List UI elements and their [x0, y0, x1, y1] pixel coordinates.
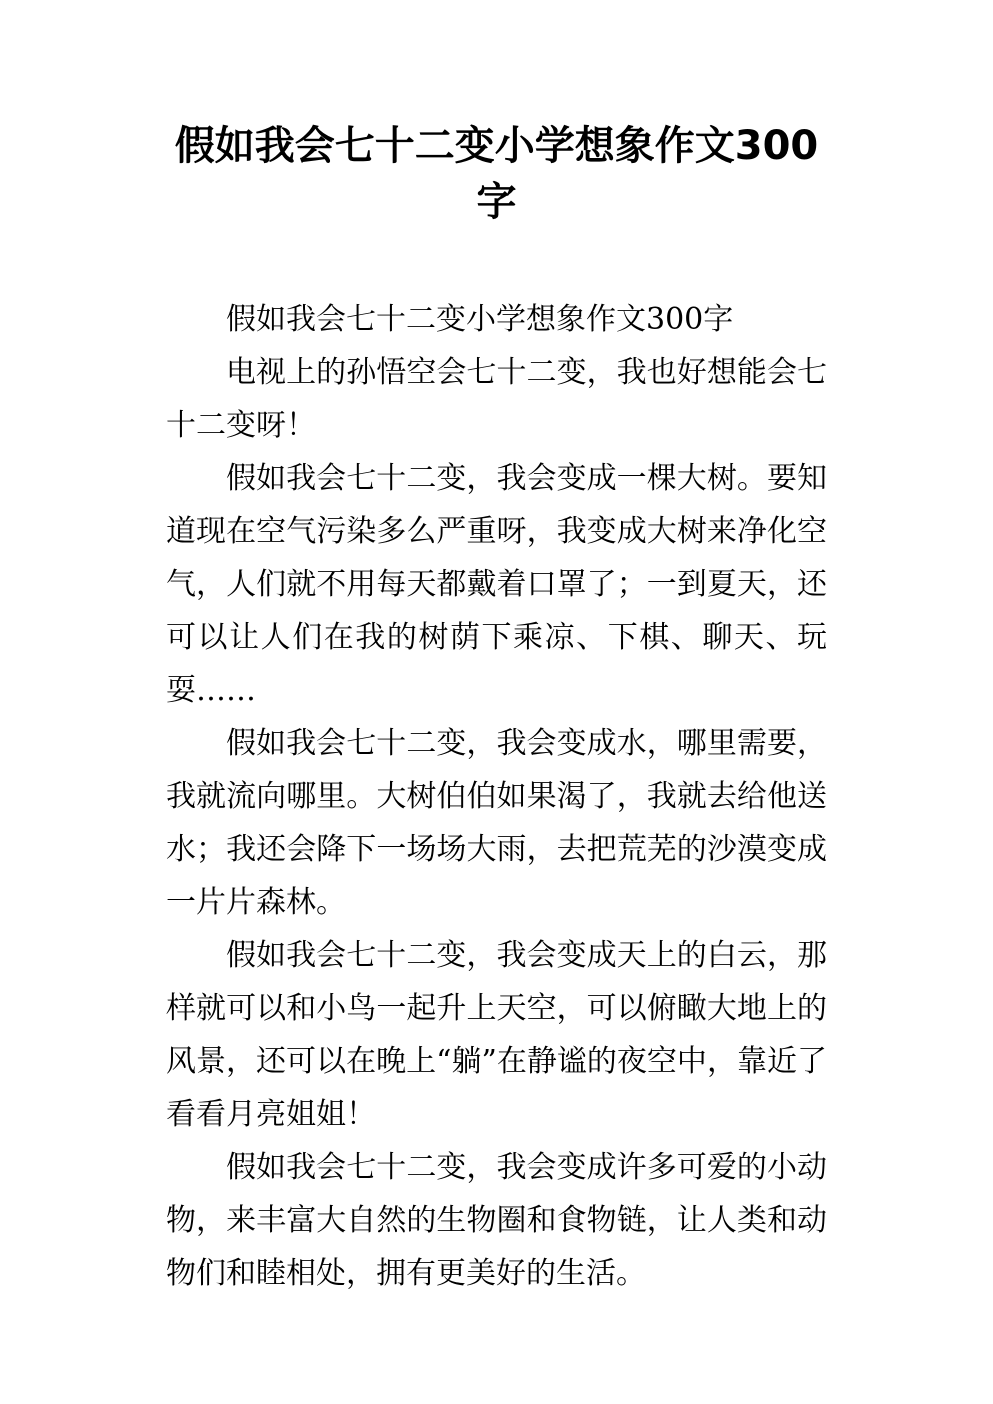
paragraph-intro: 电视上的孙悟空会七十二变，我也好想能会七十二变呀！	[166, 355, 827, 443]
paragraph-animals: 假如我会七十二变，我会变成许多可爱的小动物，来丰富大自然的生物圈和食物链，让人类和动物们和睦相处，拥有更美好的生活。	[166, 1150, 827, 1291]
paragraph-cloud: 假如我会七十二变，我会变成天上的白云，那样就可以和小鸟一起升上天空，可以俯瞰大地上的风景，还可以在晚上“躺”在静谧的夜空中，靠近了看看月亮姐姐！	[166, 938, 827, 1132]
document-title: 假如我会七十二变小学想象作文300字	[174, 123, 819, 225]
paragraph-subtitle: 假如我会七十二变小学想象作文300字	[226, 302, 734, 337]
document-body	[166, 293, 827, 1300]
paragraph-tree: 假如我会七十二变，我会变成一棵大树。要知道现在空气污染多么严重呀，我变成大树来净化空气，人们就不用每天都戴着口罩了；一到夏天，还可以让人们在我的树荫下乘凉、下棋、聊天、玩耍……	[166, 461, 827, 708]
paragraph-water: 假如我会七十二变，我会变成水，哪里需要，我就流向哪里。大树伯伯如果渴了，我就去给他送水；我还会降下一场场大雨，去把荒芜的沙漠变成一片片森林。	[166, 726, 827, 920]
